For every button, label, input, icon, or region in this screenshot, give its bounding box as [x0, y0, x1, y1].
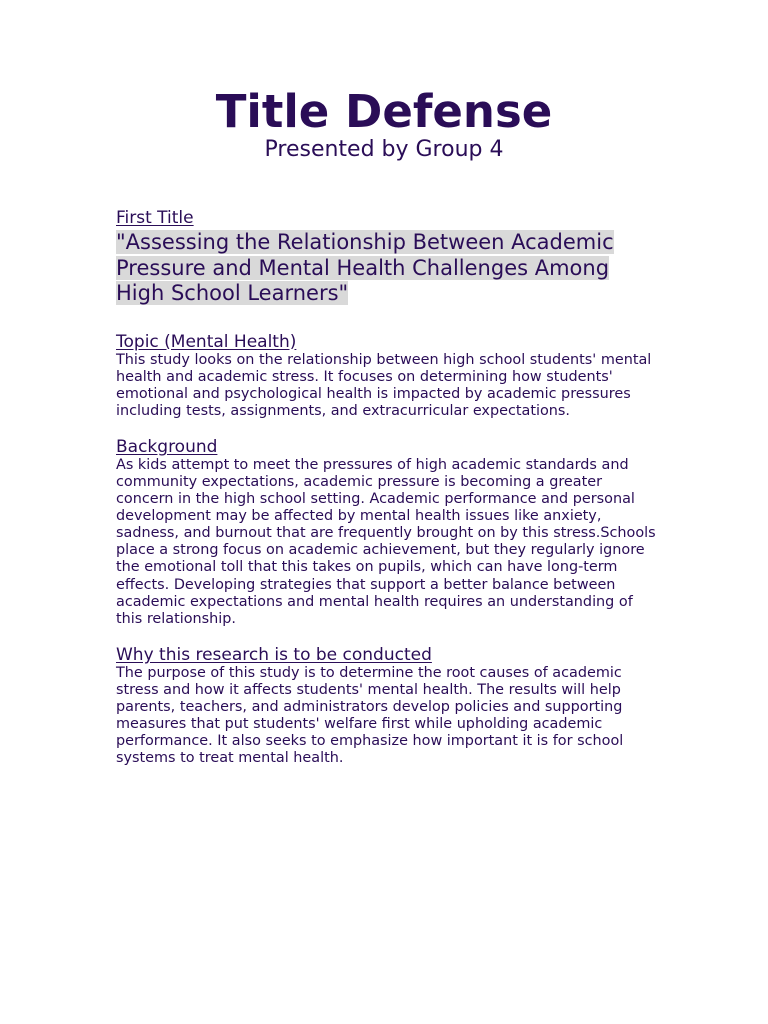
document-content [116, 208, 656, 767]
topic-section [116, 332, 656, 420]
background-heading: Background [116, 436, 218, 457]
why-section [116, 645, 656, 768]
background-body: As kids attempt to meet the pressures of high academic standards and community expectations, academic pressure is becoming a greater concern in the high school setting. Academic performance and personal development may be affected by mental health issues like anxiety, sadness, and burnout that are frequently brought on by this stress.Schools place a strong focus on academic achievement, but they regularly ignore the emotional toll that this takes on pupils, which can have long-term effects. Developing strategies that support a better balance between academic expectations and mental health requires an understanding of this relationship. [116, 456, 656, 627]
topic-heading: Topic (Mental Health) [116, 331, 297, 352]
page-title: Title Defense [215, 85, 553, 138]
why-body: The purpose of this study is to determine the root causes of academic stress and how it affects students' mental health. The results will help parents, teachers, and administrators develop policies and supporting measures that put students' welfare first while upholding academic performance. It also seeks to emphasize how important it is for school systems to treat mental health. [116, 664, 624, 767]
why-heading: Why this research is to be conducted [116, 644, 432, 665]
featured-research-title-text: "Assessing the Relationship Between Academic Pressure and Mental Health Challenges Among High School Learners" [116, 230, 614, 305]
featured-research-title [116, 230, 616, 307]
page-subtitle: Presented by Group 4 [264, 137, 504, 162]
first-title-label: First Title [116, 208, 194, 228]
background-section [116, 437, 656, 628]
topic-body: This study looks on the relationship between high school students' mental health and academic stress. It focuses on determining how students' emotional and psychological health is impacted by academic pressures including tests, assignments, and extracurricular expectations. [116, 351, 652, 419]
